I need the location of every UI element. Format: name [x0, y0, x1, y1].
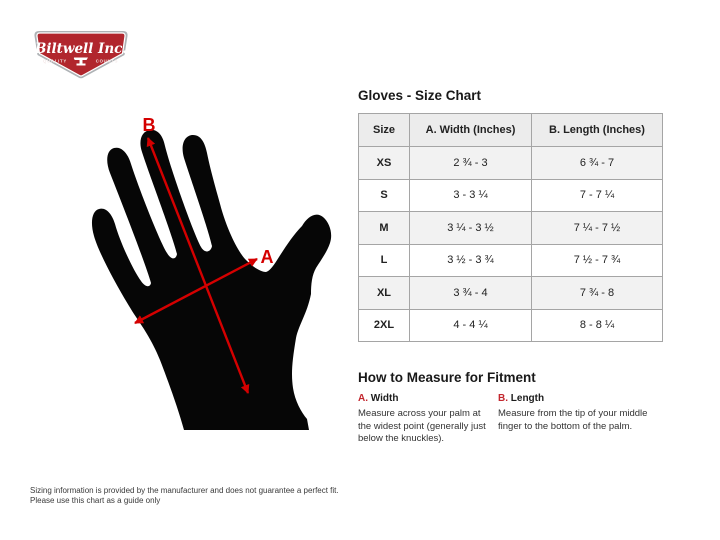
measure-width-label-text: Width: [370, 393, 399, 404]
size-value: XL: [359, 277, 410, 310]
badge-icon: [34, 31, 128, 78]
column-header-width: A. Width (Inches): [410, 114, 532, 147]
measure-length-description: Measure from the tip of your middle finger to the bottom of the palm.: [498, 408, 648, 432]
table-row: [359, 179, 663, 212]
measure-item-length: [498, 392, 650, 433]
measure-length-prefix: B.: [498, 393, 508, 404]
table-row: [359, 244, 663, 277]
width-value: 3 ¾ - 4: [410, 277, 532, 310]
table-row: [359, 309, 663, 342]
measure-width-description: Measure across your palm at the widest point (generally just below the knuckles).: [358, 408, 486, 445]
measure-length-label: [498, 392, 650, 405]
hand-silhouette: [92, 130, 331, 430]
measure-width-label: [358, 392, 496, 405]
logo-tagline-left: QUALITY: [43, 58, 67, 64]
width-value: 3 ½ - 3 ¾: [410, 244, 532, 277]
length-value: 7 ¾ - 8: [532, 277, 663, 310]
size-chart-title: Gloves - Size Chart: [358, 88, 482, 103]
size-chart-table: [358, 113, 663, 342]
size-value: S: [359, 179, 410, 212]
logo-tagline-right: COUNTS: [95, 58, 119, 64]
size-value: L: [359, 244, 410, 277]
disclaimer: [30, 486, 339, 507]
length-value: 7 ½ - 7 ¾: [532, 244, 663, 277]
size-value: M: [359, 212, 410, 245]
table-row: [359, 277, 663, 310]
label-a: A: [260, 247, 274, 267]
column-header-size: Size: [359, 114, 410, 147]
table-header-row: [359, 114, 663, 147]
biltwell-logo: [33, 29, 129, 81]
width-value: 4 - 4 ¼: [410, 309, 532, 342]
width-value: 3 ¼ - 3 ½: [410, 212, 532, 245]
hand-measure-diagram: [80, 100, 340, 430]
measure-item-width: [358, 392, 496, 446]
width-value: 3 - 3 ¼: [410, 179, 532, 212]
logo-brand-text: Biltwell Inc.: [34, 41, 128, 57]
length-value: 7 - 7 ¼: [532, 179, 663, 212]
disclaimer-line-2: Please use this chart as a guide only: [30, 496, 161, 506]
length-value: 7 ¼ - 7 ½: [532, 212, 663, 245]
disclaimer-line-1: Sizing information is provided by the manufacturer and does not guarantee a perfect fit.: [30, 486, 339, 495]
label-b: B: [142, 115, 156, 135]
table-row: [359, 147, 663, 180]
measure-section-title: How to Measure for Fitment: [358, 370, 536, 385]
width-value: 2 ¾ - 3: [410, 147, 532, 180]
length-value: 8 - 8 ¼: [532, 309, 663, 342]
column-header-length: B. Length (Inches): [532, 114, 663, 147]
measure-length-label-text: Length: [510, 393, 545, 404]
size-value: 2XL: [359, 309, 410, 342]
length-value: 6 ¾ - 7: [532, 147, 663, 180]
measure-width-prefix: A.: [358, 393, 368, 404]
size-value: XS: [359, 147, 410, 180]
table-row: [359, 212, 663, 245]
